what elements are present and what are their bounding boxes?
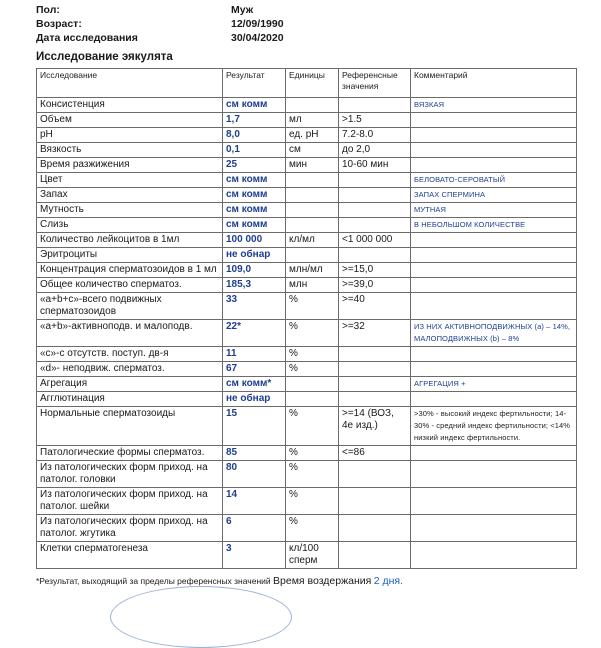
row-name: «a+b+c»-всего подвижных сперматозоидов bbox=[37, 293, 223, 320]
row-unit: мин bbox=[286, 158, 339, 173]
row-name: Консистенция bbox=[37, 98, 223, 113]
row-comment: БЕЛОВАТО-СЕРОВАТЫЙ bbox=[411, 173, 577, 188]
row-result: 22* bbox=[223, 320, 286, 347]
row-name: Объем bbox=[37, 113, 223, 128]
date-row bbox=[36, 32, 576, 46]
row-result: 14 bbox=[223, 488, 286, 515]
row-name: Слизь bbox=[37, 218, 223, 233]
row-name: Общее количество сперматоз. bbox=[37, 278, 223, 293]
row-comment bbox=[411, 113, 577, 128]
row-unit: мл bbox=[286, 113, 339, 128]
row-ref: >=15,0 bbox=[339, 263, 411, 278]
row-comment bbox=[411, 233, 577, 248]
row-ref bbox=[339, 515, 411, 542]
row-name: Эритроциты bbox=[37, 248, 223, 263]
row-result: 11 bbox=[223, 347, 286, 362]
row-name: Из патологических форм приход. на патолог. головки bbox=[37, 461, 223, 488]
row-result: см комм* bbox=[223, 377, 286, 392]
row-unit: % bbox=[286, 347, 339, 362]
row-result: 0,1 bbox=[223, 143, 286, 158]
row-ref bbox=[339, 542, 411, 569]
row-unit: % bbox=[286, 515, 339, 542]
row-name: Агглютинация bbox=[37, 392, 223, 407]
table-row bbox=[37, 377, 577, 392]
table-row bbox=[37, 362, 577, 377]
row-ref: >=32 bbox=[339, 320, 411, 347]
row-ref: 10-60 мин bbox=[339, 158, 411, 173]
row-ref: >=40 bbox=[339, 293, 411, 320]
table-header-row bbox=[37, 69, 577, 98]
row-result: 33 bbox=[223, 293, 286, 320]
row-name: «a+b»-активноподв. и малоподв. bbox=[37, 320, 223, 347]
row-ref bbox=[339, 488, 411, 515]
row-result: см комм bbox=[223, 188, 286, 203]
table-row bbox=[37, 233, 577, 248]
row-unit: млн/мл bbox=[286, 263, 339, 278]
row-name: Время разжижения bbox=[37, 158, 223, 173]
sex-label: Пол: bbox=[36, 4, 60, 16]
row-ref bbox=[339, 248, 411, 263]
row-comment bbox=[411, 263, 577, 278]
row-comment: ИЗ НИХ АКТИВНОПОДВИЖНЫХ (a) – 14%, МАЛОПОДВИЖНЫХ (b) – 8% bbox=[411, 320, 577, 347]
row-name: Концентрация сперматозоидов в 1 мл bbox=[37, 263, 223, 278]
row-result: см комм bbox=[223, 98, 286, 113]
row-comment bbox=[411, 128, 577, 143]
header-result: Результат bbox=[223, 69, 286, 98]
row-name: «d»- неподвиж. сперматоз. bbox=[37, 362, 223, 377]
date-label: Дата исследования bbox=[36, 32, 138, 44]
table-row bbox=[37, 542, 577, 569]
row-unit: % bbox=[286, 488, 339, 515]
row-result: 6 bbox=[223, 515, 286, 542]
table-row bbox=[37, 515, 577, 542]
row-result: 85 bbox=[223, 446, 286, 461]
row-comment bbox=[411, 158, 577, 173]
row-comment: >30% - высокий индекс фертильности; 14-30% - средний индекс фертильности; <14% низкий индекс фертильности. bbox=[411, 407, 577, 446]
row-ref bbox=[339, 392, 411, 407]
row-result: 3 bbox=[223, 542, 286, 569]
patient-info bbox=[36, 4, 576, 46]
table-row bbox=[37, 128, 577, 143]
row-comment bbox=[411, 293, 577, 320]
row-ref bbox=[339, 188, 411, 203]
row-unit bbox=[286, 392, 339, 407]
row-ref bbox=[339, 218, 411, 233]
row-name: «c»-с отсутств. поступ. дв-я bbox=[37, 347, 223, 362]
row-result: 80 bbox=[223, 461, 286, 488]
row-unit bbox=[286, 377, 339, 392]
row-comment bbox=[411, 362, 577, 377]
table-row bbox=[37, 98, 577, 113]
table-row bbox=[37, 203, 577, 218]
table-row bbox=[37, 407, 577, 446]
table-row bbox=[37, 248, 577, 263]
row-result: не обнар bbox=[223, 248, 286, 263]
row-unit bbox=[286, 173, 339, 188]
stamp-seal bbox=[110, 586, 292, 648]
row-ref: >=14 (ВОЗ, 4е изд.) bbox=[339, 407, 411, 446]
row-name: Вязкость bbox=[37, 143, 223, 158]
row-name: Запах bbox=[37, 188, 223, 203]
row-comment: МУТНАЯ bbox=[411, 203, 577, 218]
row-ref bbox=[339, 347, 411, 362]
row-unit bbox=[286, 203, 339, 218]
row-result: см комм bbox=[223, 218, 286, 233]
abstinence-label: Время воздержания bbox=[273, 575, 372, 587]
row-ref bbox=[339, 461, 411, 488]
row-comment bbox=[411, 347, 577, 362]
row-ref: <=86 bbox=[339, 446, 411, 461]
row-comment bbox=[411, 248, 577, 263]
table-row bbox=[37, 488, 577, 515]
row-ref bbox=[339, 377, 411, 392]
table-row bbox=[37, 143, 577, 158]
row-ref: >1.5 bbox=[339, 113, 411, 128]
row-result: см комм bbox=[223, 203, 286, 218]
row-name: pH bbox=[37, 128, 223, 143]
abstinence-value: 2 дня. bbox=[373, 575, 403, 587]
table-row bbox=[37, 158, 577, 173]
row-name: Из патологических форм приход. на патолог. шейки bbox=[37, 488, 223, 515]
table-row bbox=[37, 320, 577, 347]
table-row bbox=[37, 113, 577, 128]
row-name: Агрегация bbox=[37, 377, 223, 392]
row-unit: % bbox=[286, 407, 339, 446]
row-unit bbox=[286, 248, 339, 263]
row-unit: кл/100 сперм bbox=[286, 542, 339, 569]
table-row bbox=[37, 347, 577, 362]
row-ref: <1 000 000 bbox=[339, 233, 411, 248]
row-result: 25 bbox=[223, 158, 286, 173]
row-name: Количество лейкоцитов в 1мл bbox=[37, 233, 223, 248]
row-comment bbox=[411, 143, 577, 158]
row-unit: % bbox=[286, 362, 339, 377]
table-row bbox=[37, 461, 577, 488]
row-name: Патологические формы сперматоз. bbox=[37, 446, 223, 461]
row-unit: кл/мл bbox=[286, 233, 339, 248]
row-name: Мутность bbox=[37, 203, 223, 218]
row-unit: % bbox=[286, 461, 339, 488]
age-label: Возраст: bbox=[36, 18, 82, 30]
row-unit bbox=[286, 188, 339, 203]
header-reference: Референсные значения bbox=[339, 69, 411, 98]
row-result: не обнар bbox=[223, 392, 286, 407]
row-comment: В НЕБОЛЬШОМ КОЛИЧЕСТВЕ bbox=[411, 218, 577, 233]
row-ref: до 2,0 bbox=[339, 143, 411, 158]
row-name: Нормальные сперматозоиды bbox=[37, 407, 223, 446]
row-unit bbox=[286, 218, 339, 233]
row-name: Из патологических форм приход. на патолог. жгутика bbox=[37, 515, 223, 542]
row-comment bbox=[411, 392, 577, 407]
header-comment: Комментарий bbox=[411, 69, 577, 98]
table-row bbox=[37, 446, 577, 461]
row-comment bbox=[411, 461, 577, 488]
row-result: 109,0 bbox=[223, 263, 286, 278]
sex-row bbox=[36, 4, 576, 18]
section-title: Исследование эякулята bbox=[36, 51, 173, 63]
date-value: 30/04/2020 bbox=[231, 32, 284, 44]
row-comment: ВЯЗКАЯ bbox=[411, 98, 577, 113]
footnote bbox=[36, 575, 403, 587]
table-row bbox=[37, 218, 577, 233]
row-unit: см bbox=[286, 143, 339, 158]
row-name: Клетки сперматогенеза bbox=[37, 542, 223, 569]
row-result: 15 bbox=[223, 407, 286, 446]
row-comment: ЗАПАХ СПЕРМИНА bbox=[411, 188, 577, 203]
row-result: 100 000 bbox=[223, 233, 286, 248]
row-unit: % bbox=[286, 320, 339, 347]
age-value: 12/09/1990 bbox=[231, 18, 284, 30]
row-unit bbox=[286, 98, 339, 113]
row-unit: % bbox=[286, 293, 339, 320]
header-test: Исследование bbox=[37, 69, 223, 98]
row-result: 8,0 bbox=[223, 128, 286, 143]
row-ref: 7.2-8.0 bbox=[339, 128, 411, 143]
header-units: Единицы bbox=[286, 69, 339, 98]
row-name: Цвет bbox=[37, 173, 223, 188]
row-ref bbox=[339, 98, 411, 113]
row-comment bbox=[411, 542, 577, 569]
row-unit: млн bbox=[286, 278, 339, 293]
row-comment bbox=[411, 515, 577, 542]
footnote-text: *Результат, выходящий за пределы референсных значений bbox=[36, 576, 271, 586]
row-ref bbox=[339, 173, 411, 188]
row-comment bbox=[411, 488, 577, 515]
age-row bbox=[36, 18, 576, 32]
row-result: 67 bbox=[223, 362, 286, 377]
row-ref bbox=[339, 203, 411, 218]
table-row bbox=[37, 188, 577, 203]
row-unit: ед. pH bbox=[286, 128, 339, 143]
results-table bbox=[36, 68, 577, 569]
row-comment bbox=[411, 446, 577, 461]
row-result: 185,3 bbox=[223, 278, 286, 293]
row-ref bbox=[339, 362, 411, 377]
row-ref: >=39,0 bbox=[339, 278, 411, 293]
row-result: 1,7 bbox=[223, 113, 286, 128]
table-row bbox=[37, 392, 577, 407]
table-row bbox=[37, 173, 577, 188]
table-row bbox=[37, 293, 577, 320]
sex-value: Муж bbox=[231, 4, 254, 16]
row-result: см комм bbox=[223, 173, 286, 188]
row-unit: % bbox=[286, 446, 339, 461]
table-row bbox=[37, 263, 577, 278]
row-comment bbox=[411, 278, 577, 293]
row-comment: АГРЕГАЦИЯ + bbox=[411, 377, 577, 392]
table-row bbox=[37, 278, 577, 293]
